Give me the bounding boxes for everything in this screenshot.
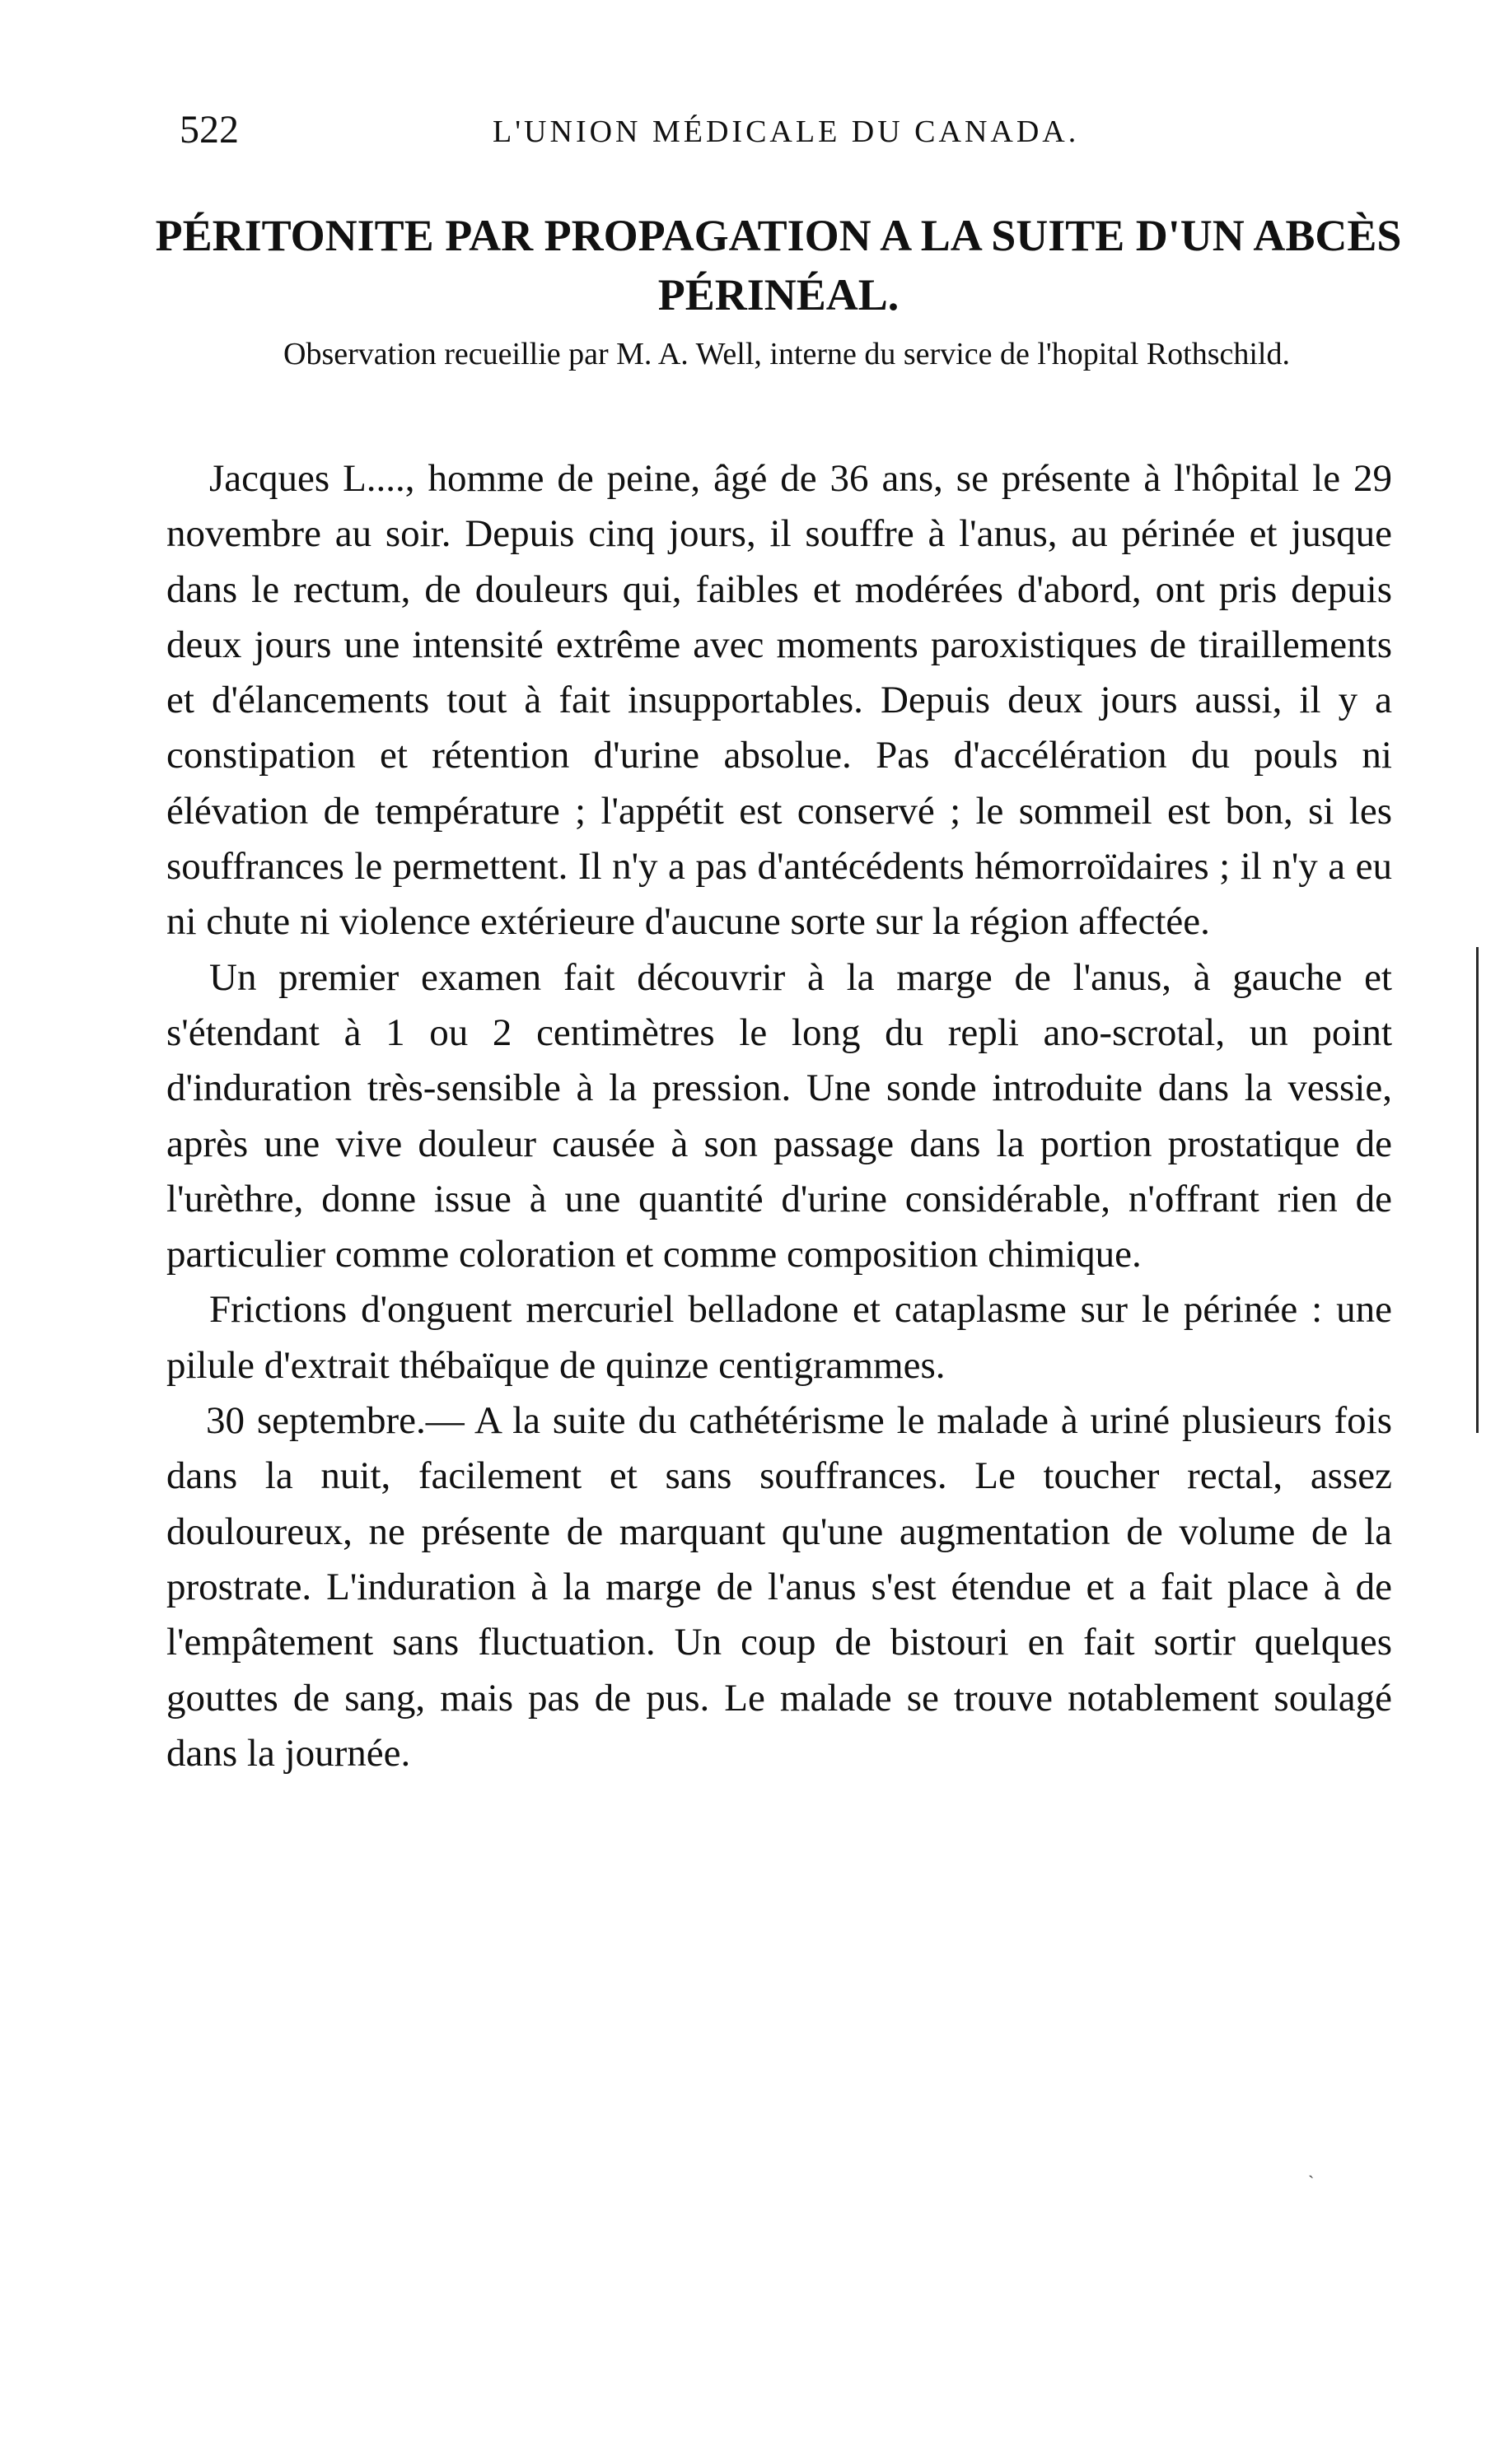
paragraph-september-30: 30 septembre.— A la suite du cathétérisme le malade à uriné plusieurs fois dans la nuit, facilement et sans souffrances. Le toucher rectal, assez douloureux, ne présente de marquant qu'une augmentation de volume de la prostrate. L'induration à la marge de l'anus s'est étendue et a fait place à de l'empâtement sans fluctuation. Un coup de bistouri en fait sortir quelques gouttes de sang, mais pas de pus. Le malade se trouve notablement soulagé dans la journée.	[166, 1399, 1392, 1775]
margin-line	[1476, 947, 1479, 1433]
stray-mark: ˎ	[1308, 2158, 1315, 2178]
running-head	[180, 105, 1399, 155]
article-title: PÉRITONITE PAR PROPAGATION A LA SUITE D'UN ABCÈS PÉRINÉAL.	[155, 211, 1402, 320]
paragraph-treatment: Frictions d'onguent mercuriel belladone et cataplasme sur le périnée : une pilule d'extrait thébaïque de quinze centigrammes.	[166, 1288, 1392, 1387]
paragraph-case-history: Jacques L...., homme de peine, âgé de 36 ans, se présente à l'hôpital le 29 novembre au soir. Depuis cinq jours, il souffre à l'anus, au périnée et jusque dans le rectum, de douleurs qui, faibles et modérées d'abord, ont pris depuis deux jours une intensité extrême avec moments paroxistiques de tiraillements et d'élancements tout à fait insupportables. Depuis deux jours aussi, il y a constipation et rétention d'urine absolue. Pas d'accélération du pouls ni élévation de température ; l'appétit est conservé ; le sommeil est bon, si les souffrances le permettent. Il n'y a pas d'antécédents hémorroïdaires ; il n'y a eu ni chute ni violence extérieure d'aucune sorte sur la région affectée.	[166, 457, 1392, 944]
paragraph-first-exam: Un premier examen fait découvrir à la marge de l'anus, à gauche et s'étendant à 1 ou 2 centimètres le long du repli ano-scrotal, un point d'induration très-sensible à la pression. Une sonde introduite dans la vessie, après une vive douleur causée à son passage dans la portion prostatique de l'urèthre, donne issue à une quantité d'urine considérable, n'offrant rien de particulier comme coloration et comme composition chimique.	[166, 955, 1392, 1276]
page-number: 522	[180, 108, 239, 152]
journal-title: L'UNION MÉDICALE DU CANADA.	[493, 114, 1080, 149]
article-byline: Observation recueillie par M. A. Well, interne du service de l'hopital Rothschild.	[283, 337, 1290, 371]
article-body	[166, 451, 1392, 1781]
